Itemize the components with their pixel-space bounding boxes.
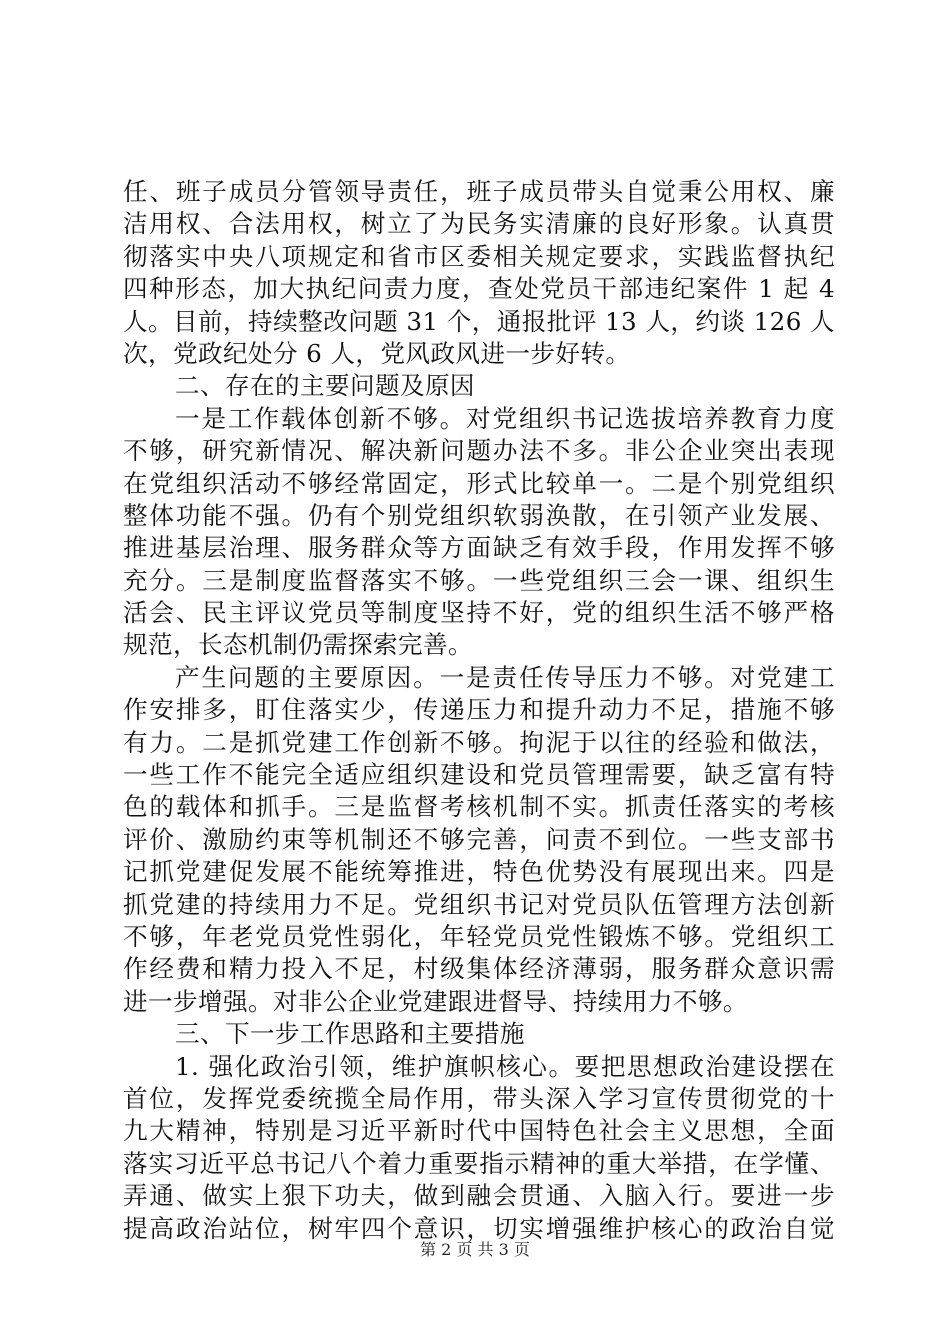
- text-line: 在党组织活动不够经常固定，形式比较单一。二是个别党组织: [123, 468, 835, 498]
- text-line: 抓党建的持续用力不足。党组织书记对党员队伍管理方法创新: [123, 889, 835, 919]
- text-line: 整体功能不强。仍有个别党组织软弱涣散，在引领产业发展、: [123, 500, 835, 530]
- text-line: 不够，年老党员党性弱化，年轻党员党性锻炼不够。党组织工: [123, 921, 835, 951]
- section-heading: 三、下一步工作思路和主要措施: [175, 1019, 525, 1049]
- text-line: 一是工作载体创新不够。对党组织书记选拔培养教育力度: [175, 403, 835, 433]
- text-line: 活会、民主评议党员等制度坚持不好，党的组织生活不够严格: [123, 598, 835, 628]
- text-line: 规范，长态机制仍需探索完善。: [123, 630, 473, 660]
- text-line: 色的载体和抓手。三是监督考核机制不实。抓责任落实的考核: [123, 792, 835, 822]
- text-line: 次，党政纪处分 6 人，党风政风进一步好转。: [123, 338, 631, 368]
- text-line: 充分。三是制度监督落实不够。一些党组织三会一课、组织生: [123, 565, 835, 595]
- text-line: 作经费和精力投入不足，村级集体经济薄弱，服务群众意识需: [123, 954, 835, 984]
- text-line: 九大精神，特别是习近平新时代中国特色社会主义思想，全面: [123, 1116, 835, 1146]
- text-line: 推进基层治理、服务群众等方面缺乏有效手段，作用发挥不够: [123, 533, 835, 563]
- text-line: 进一步增强。对非公企业党建跟进督导、持续用力不够。: [123, 986, 748, 1016]
- text-line: 1. 强化政治引领，维护旗帜核心。要把思想政治建设摆在: [175, 1051, 835, 1081]
- body-text: [123, 176, 835, 1245]
- text-line: 洁用权、合法用权，树立了为民务实清廉的良好形象。认真贯: [123, 209, 835, 239]
- text-line: 弄通、做实上狠下功夫，做到融会贯通、入脑入行。要进一步: [123, 1181, 835, 1211]
- text-line: 不够，研究新情况、解决新问题办法不多。非公企业突出表现: [123, 436, 835, 466]
- text-line: 彻落实中央八项规定和省市区委相关规定要求，实践监督执纪: [123, 241, 835, 271]
- text-line: 有力。二是抓党建工作创新不够。拘泥于以往的经验和做法，: [123, 727, 835, 757]
- text-line: 作安排多，盯住落实少，传递压力和提升动力不足，措施不够: [123, 695, 835, 725]
- text-line: 提高政治站位，树牢四个意识，切实增强维护核心的政治自觉: [123, 1213, 835, 1243]
- text-line: 人。目前，持续整改问题 31 个，通报批评 13 人，约谈 126 人: [123, 306, 835, 336]
- page-footer: 第 2 页 共 3 页: [420, 1240, 530, 1259]
- text-line: 一些工作不能完全适应组织建设和党员管理需要，缺乏富有特: [123, 760, 835, 790]
- section-heading: 二、存在的主要问题及原因: [175, 371, 475, 401]
- text-line: 四种形态，加大执纪问责力度，查处党员干部违纪案件 1 起 4: [123, 274, 835, 304]
- text-line: 落实习近平总书记八个着力重要指示精神的重大举措，在学懂、: [123, 1148, 835, 1178]
- text-line: 评价、激励约束等机制还不够完善，问责不到位。一些支部书: [123, 824, 835, 854]
- text-line: 首位，发挥党委统揽全局作用，带头深入学习宣传贯彻党的十: [123, 1083, 835, 1113]
- text-line: 产生问题的主要原因。一是责任传导压力不够。对党建工: [175, 662, 835, 692]
- text-line: 记抓党建促发展不能统筹推进，特色优势没有展现出来。四是: [123, 857, 835, 887]
- text-line: 任、班子成员分管领导责任，班子成员带头自觉秉公用权、廉: [123, 177, 835, 206]
